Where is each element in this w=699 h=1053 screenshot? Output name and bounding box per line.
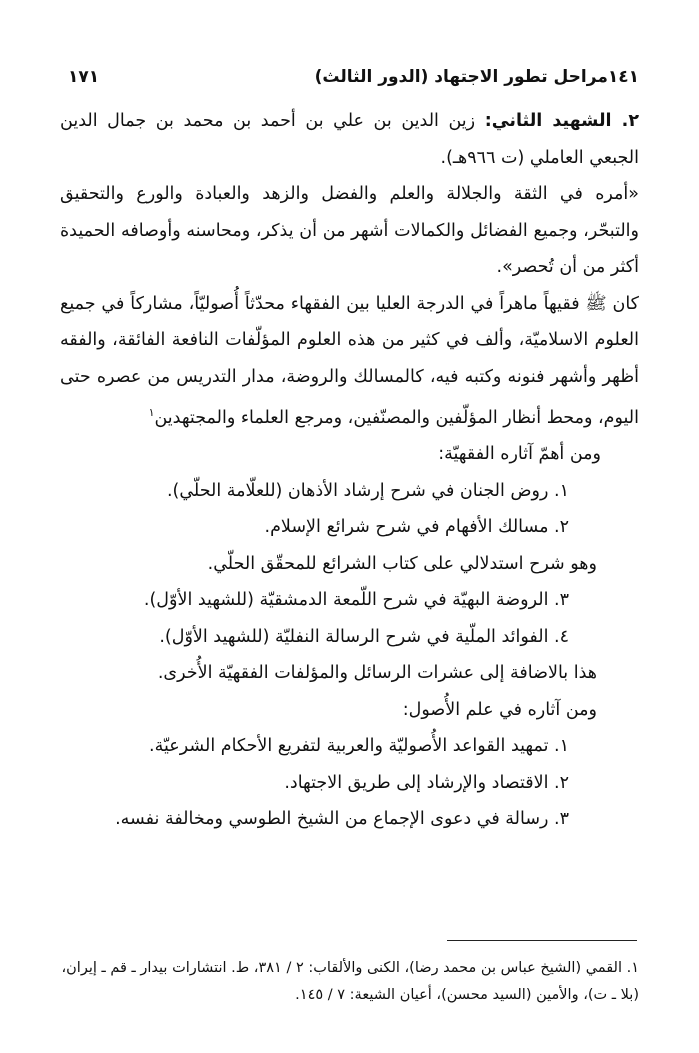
biography-text: كان ﷺ فقيهاً ماهراً في الدرجة العليا بين الفقهاء محدّثاً أُصوليّاً، مشاركاً في جميع العلوم الاسلاميّة، وألف في كثير من هذه العلوم المؤلّفات النافعة الفائقة، والفقه أظهر وأشهر فنونه وكتبه فيه، كالمسالك والروضة، مدار التدريس من عصره حتى اليوم، ومحط أنظار المؤلّفين والمصنّفين، ومرجع العلماء والمجتهدين xyxy=(60,293,639,428)
header-title: ١٤١مراحل تطور الاجتهاد (الدور الثالث) xyxy=(314,67,639,87)
usul-heading: ومن آثاره في علم الأُصول: xyxy=(402,699,597,720)
quote-paragraph: «أمره في الثقة والجلالة والعلم والفضل والزهد والعبادة والورع والتحقيق والتبحّر، وجميع الفضائل والكمالات أشهر من أن يذكر، ومحاسنه وأوصافه الحميدة أكثر من أن تُحصر». xyxy=(60,184,639,277)
usul-item: ١. تمهيد القواعد الأُصوليّة والعربية لتفريع الأحكام الشرعيّة. xyxy=(149,736,569,757)
footnote-ref: ١ xyxy=(148,406,155,419)
section-intro xyxy=(60,103,639,176)
addition-line: هذا بالاضافة إلى عشرات الرسائل والمؤلفات الفقهيّة الأُخرى. xyxy=(157,663,597,684)
fiqh-note: وهو شرح استدلالي على كتاب الشرائع للمحقّق الحلّي. xyxy=(207,553,597,574)
section-intro-text: زين الدين بن علي بن أحمد بن محمد بن جمال الدين الجبعي العاملي (ت ٩٦٦هـ). xyxy=(60,111,639,168)
fiqh-item: ٣. الروضة البهيّة في شرح اللّمعة الدمشقيّة (للشهيد الأوّل). xyxy=(143,590,569,611)
usul-item: ٢. الاقتصاد والإرشاد إلى طريق الاجتهاد. xyxy=(284,772,569,793)
main-text xyxy=(60,103,639,838)
footnote-line: ١. القمي (الشيخ عباس بن محمد رضا)، الكنى والألقاب: ٢ / ٣٨١، ط. انتشارات بيدار ـ قم ـ إيران، xyxy=(61,960,639,976)
section-heading: ٢. الشهيد الثاني: xyxy=(484,111,639,131)
usul-item: ٣. رسالة في دعوى الإجماع من الشيخ الطوسي ومخالفة نفسه. xyxy=(115,809,569,830)
running-header xyxy=(68,62,639,92)
fiqh-item: ١. روض الجنان في شرح إرشاد الأذهان (للعلّامة الحلّي). xyxy=(166,480,569,501)
fiqh-item: ٤. الفوائد الملّية في شرح الرسالة النفليّة (للشهيد الأوّل). xyxy=(159,626,569,647)
fiqh-heading: ومن أهمّ آثاره الفقهيّة: xyxy=(438,444,601,465)
footnotes xyxy=(60,955,639,1009)
footnote-divider xyxy=(447,940,637,941)
footnote-line: (بلا ـ ت)، والأمين (السيد محسن)، أعيان الشيعة: ٧ / ١٤٥. xyxy=(295,987,639,1003)
page-number: ١٧١ xyxy=(68,67,100,87)
fiqh-item: ٢. مسالك الأفهام في شرح شرائع الإسلام. xyxy=(264,517,569,538)
biography-paragraph xyxy=(60,286,639,437)
